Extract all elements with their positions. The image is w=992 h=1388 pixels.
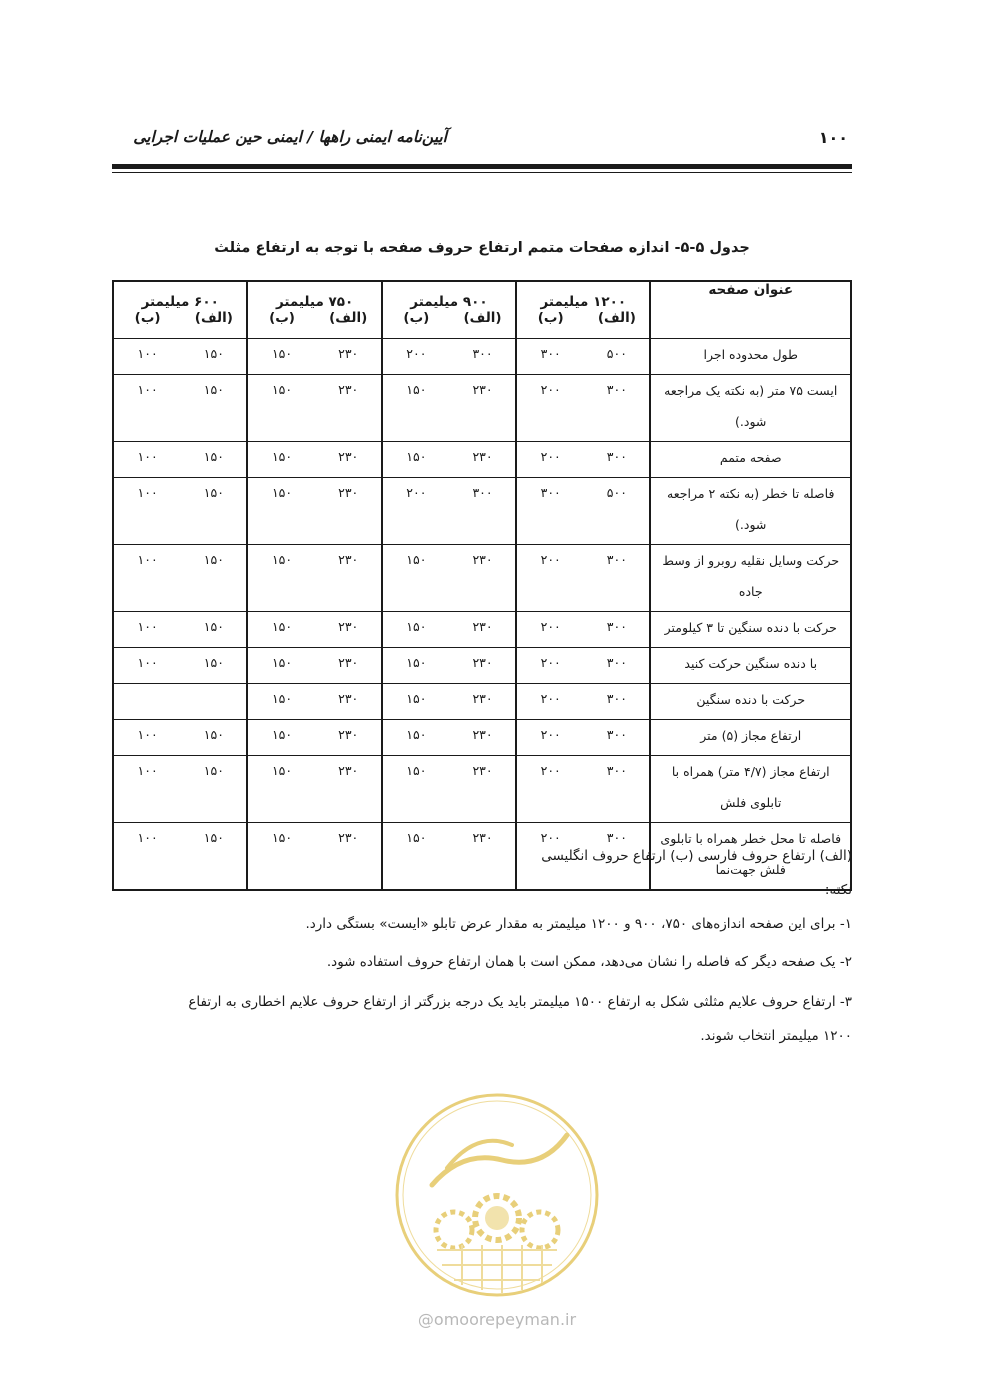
cell-value: ۳۰۰ [584, 612, 650, 648]
cell-value: ۲۰۰ [516, 612, 584, 648]
cell-value: ۲۳۰ [316, 823, 382, 891]
cell-value: ۲۰۰ [382, 478, 450, 545]
col-header-title: عنوان صفحه [650, 281, 851, 339]
col-group-750: ۷۵۰ میلیمتر [247, 281, 381, 310]
sub-header-b: (ب) [516, 310, 584, 339]
cell-value: ۱۵۰ [181, 648, 247, 684]
sub-header-a: (الف) [181, 310, 247, 339]
cell-value: ۲۳۰ [316, 648, 382, 684]
table-row [113, 648, 851, 684]
cell-value: ۲۳۰ [316, 684, 382, 720]
notes-label: نکته: [824, 882, 852, 898]
cell-value: ۱۵۰ [247, 612, 315, 648]
note-2: ۲- یک صفحه دیگر که فاصله را نشان می‌دهد، ممکن است با همان ارتفاع حروف استفاده شود. [326, 954, 852, 970]
cell-value: ۲۰۰ [516, 545, 584, 612]
watermark-emblem-icon [392, 1090, 602, 1300]
cell-value: ۱۵۰ [382, 612, 450, 648]
cell-value: ۲۳۰ [450, 720, 516, 756]
cell-value: ۱۵۰ [382, 545, 450, 612]
table-caption: جدول ۵-۵- اندازه صفحات متمم ارتفاع حروف صفحه با توجه به ارتفاع مثلث [214, 240, 750, 256]
cell-value: ۵۰۰ [584, 339, 650, 375]
cell-value: ۱۵۰ [181, 612, 247, 648]
cell-value: ۳۰۰ [584, 545, 650, 612]
cell-value: ۱۵۰ [181, 375, 247, 442]
cell-value: ۳۰۰ [450, 339, 516, 375]
cell-value: ۱۵۰ [382, 648, 450, 684]
cell-value: ۱۵۰ [382, 684, 450, 720]
note-3: ۳- ارتفاع حروف علایم مثلثی شکل به ارتفاع ۱۵۰۰ میلیمتر باید یک درجه بزرگتر از ارتفاع حروف علایم اخطاری به ارتفاع [188, 994, 852, 1010]
cell-value: ۳۰۰ [450, 478, 516, 545]
row-title: حرکت وسایل نقلیه روبرو از وسط جاده [650, 545, 851, 612]
cell-value: ۱۵۰ [382, 720, 450, 756]
cell-value: ۱۵۰ [247, 375, 315, 442]
cell-value: ۲۳۰ [316, 442, 382, 478]
cell-value: ۱۰۰ [113, 756, 181, 823]
cell-value: ۲۰۰ [516, 720, 584, 756]
cell-value: ۱۵۰ [247, 823, 315, 891]
row-title: طول محدوده اجرا [650, 339, 851, 375]
cell-value: ۲۰۰ [516, 375, 584, 442]
letter-height-table [112, 280, 852, 891]
header-rule-thin [112, 172, 852, 173]
cell-value: ۲۳۰ [316, 545, 382, 612]
sub-header-a: (الف) [316, 310, 382, 339]
cell-value: ۱۵۰ [382, 823, 450, 891]
cell-value: ۱۵۰ [247, 339, 315, 375]
cell-value: ۳۰۰ [584, 442, 650, 478]
cell-value: ۱۵۰ [247, 756, 315, 823]
table-row [113, 684, 851, 720]
sub-header-b: (ب) [382, 310, 450, 339]
cell-value: ۱۰۰ [113, 545, 181, 612]
row-title: فاصله تا خطر (به نکته ۲ مراجعه شود.) [650, 478, 851, 545]
watermark-logo [392, 1090, 602, 1300]
note-3-continued: ۱۲۰۰ میلیمتر انتخاب شوند. [700, 1028, 852, 1044]
page-number: ۱۰۰ [818, 128, 848, 147]
cell-value: ۲۳۰ [316, 756, 382, 823]
cell-value: ۲۳۰ [450, 684, 516, 720]
cell-value: ۲۳۰ [450, 756, 516, 823]
cell-value: ۱۵۰ [247, 720, 315, 756]
row-title: ارتفاع مجاز (۵) متر [650, 720, 851, 756]
row-title: ارتفاع مجاز (۴/۷ متر) همراه با تابلوی فلش [650, 756, 851, 823]
cell-value: ۲۰۰ [516, 442, 584, 478]
cell-value: ۲۳۰ [316, 339, 382, 375]
cell-value: ۲۳۰ [316, 720, 382, 756]
cell-value: ۲۰۰ [516, 756, 584, 823]
row-title: صفحه متمم [650, 442, 851, 478]
cell-value: ۳۰۰ [584, 648, 650, 684]
table-row [113, 545, 851, 612]
col-group-600: ۶۰۰ میلیمتر [113, 281, 247, 310]
row-title: ایست ۷۵ متر (به نکته یک مراجعه شود.) [650, 375, 851, 442]
cell-value: ۱۵۰ [181, 756, 247, 823]
cell-value: ۱۰۰ [113, 612, 181, 648]
cell-value: ۲۳۰ [450, 442, 516, 478]
header-rule-thick [112, 164, 852, 169]
cell-value: ۱۵۰ [181, 442, 247, 478]
cell-value: ۱۰۰ [113, 375, 181, 442]
cell-value: ۱۵۰ [247, 478, 315, 545]
row-title: حرکت با دنده سنگین تا ۳ کیلومتر [650, 612, 851, 648]
cell-value: ۲۰۰ [516, 823, 584, 891]
table-row [113, 375, 851, 442]
cell-value: ۱۵۰ [382, 375, 450, 442]
cell-value: ۲۳۰ [450, 648, 516, 684]
cell-value: ۱۰۰ [113, 339, 181, 375]
cell-value: ۱۵۰ [247, 545, 315, 612]
cell-value: ۲۳۰ [316, 375, 382, 442]
cell-value: ۱۰۰ [113, 478, 181, 545]
table-legend: (الف) ارتفاع حروف فارسی (ب) ارتفاع حروف انگلیسی [541, 848, 852, 864]
cell-value: ۱۵۰ [181, 720, 247, 756]
cell-value: ۲۳۰ [450, 375, 516, 442]
table-row [113, 756, 851, 823]
cell-value: ۱۵۰ [382, 442, 450, 478]
cell-value [113, 684, 181, 720]
cell-value: ۱۵۰ [247, 648, 315, 684]
row-title: حرکت با دنده سنگین [650, 684, 851, 720]
cell-value: ۱۵۰ [247, 442, 315, 478]
sub-header-a: (الف) [450, 310, 516, 339]
watermark-site: @omoorepeyman.ir [417, 1310, 577, 1329]
cell-value: ۳۰۰ [584, 823, 650, 891]
cell-value: ۲۳۰ [450, 823, 516, 891]
table-row [113, 478, 851, 545]
cell-value: ۱۵۰ [181, 339, 247, 375]
table-row [113, 720, 851, 756]
table-row [113, 442, 851, 478]
cell-value: ۳۰۰ [516, 478, 584, 545]
table-row [113, 612, 851, 648]
cell-value: ۵۰۰ [584, 478, 650, 545]
cell-value: ۳۰۰ [584, 375, 650, 442]
cell-value: ۲۰۰ [382, 339, 450, 375]
cell-value: ۱۰۰ [113, 442, 181, 478]
page-header [112, 128, 852, 158]
cell-value: ۲۰۰ [516, 684, 584, 720]
cell-value: ۱۵۰ [382, 756, 450, 823]
cell-value: ۲۳۰ [450, 545, 516, 612]
cell-value: ۱۰۰ [113, 648, 181, 684]
col-group-1200: ۱۲۰۰ میلیمتر [516, 281, 650, 310]
cell-value: ۱۵۰ [181, 823, 247, 891]
col-group-900: ۹۰۰ میلیمتر [382, 281, 516, 310]
row-title: فاصله تا محل خطر همراه با تابلوی فلش جهت‌نما [650, 823, 851, 891]
cell-value: ۱۰۰ [113, 823, 181, 891]
note-1: ۱- برای این صفحه اندازه‌های ۷۵۰، ۹۰۰ و ۱۲۰۰ میلیمتر به مقدار عرض تابلو «ایست» بستگی دارد. [305, 916, 852, 932]
running-title: آیین‌نامه ایمنی راهها / ایمنی حین عملیات اجرایی [133, 128, 447, 146]
cell-value: ۳۰۰ [584, 720, 650, 756]
cell-value: ۲۳۰ [316, 478, 382, 545]
sub-header-b: (ب) [247, 310, 315, 339]
cell-value: ۲۳۰ [316, 612, 382, 648]
cell-value: ۳۰۰ [516, 339, 584, 375]
cell-value: ۳۰۰ [584, 756, 650, 823]
cell-value: ۳۰۰ [584, 684, 650, 720]
cell-value: ۱۵۰ [181, 478, 247, 545]
sub-header-a: (الف) [584, 310, 650, 339]
cell-value: ۱۵۰ [247, 684, 315, 720]
table-row [113, 339, 851, 375]
sub-header-b: (ب) [113, 310, 181, 339]
row-title: با دنده سنگین حرکت کنید [650, 648, 851, 684]
cell-value: ۱۵۰ [181, 545, 247, 612]
cell-value: ۲۳۰ [450, 612, 516, 648]
cell-value: ۲۰۰ [516, 648, 584, 684]
cell-value [181, 684, 247, 720]
cell-value: ۱۰۰ [113, 720, 181, 756]
